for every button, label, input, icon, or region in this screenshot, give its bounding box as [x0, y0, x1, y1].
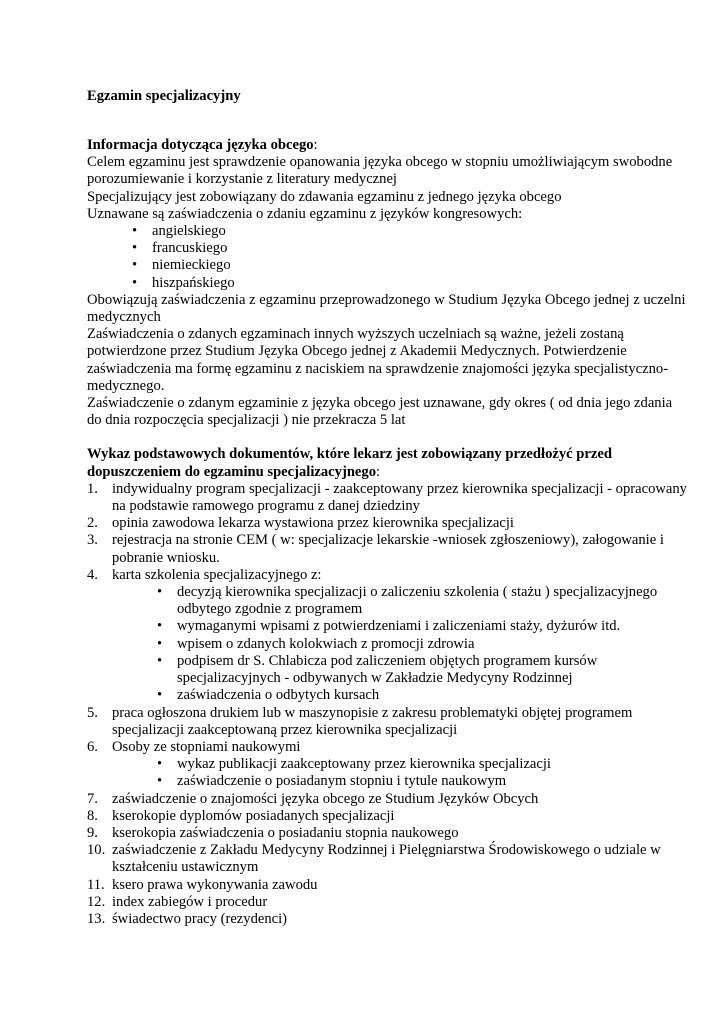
item-text: ksero prawa wykonywania zawodu	[112, 876, 318, 893]
item-number: 1.	[87, 480, 98, 497]
language-paragraph: Celem egzaminu jest sprawdzenie opanowania języka obcego w stopniu umożliwiającym swobodne porozumiewanie i korzystanie z literatury medycznej	[87, 154, 673, 188]
languages-list	[87, 223, 687, 292]
document-body	[87, 137, 687, 928]
item-text: zaświadczenie z Zakładu Medycyny Rodzinnej i Pielęgniarstwa Środowiskowego o udziale w kształceniu ustawicznym	[112, 842, 661, 876]
item-text: praca ogłoszona drukiem lub w maszynopisie z zakresu problematyki objętej programem specjalizacji zaakceptowaną przez kierownika specjalizacji	[112, 704, 633, 738]
item-number: 10.	[87, 842, 106, 859]
document-item	[87, 739, 687, 791]
item-text: karta szkolenia specjalizacyjnego z:	[112, 566, 322, 583]
language-paragraph: Obowiązują zaświadczenia z egzaminu przeprowadzonego w Studium Języka Obcego jednej z uczelni medycznych	[87, 291, 686, 326]
language-item: • angielskiego	[87, 223, 687, 240]
language-paragraph: Specjalizujący jest zobowiązany do zdawania egzaminu z jednego języka obcego	[87, 188, 562, 205]
item-text: rejestracja na stronie CEM ( w: specjalizacje lekarskie -wniosek zgłoszeniowy), załogowanie i pobranie wniosku.	[112, 532, 664, 566]
item-text: świadectwo pracy (rezydenci)	[112, 910, 288, 927]
document-title: Egzamin specjalizacyjny	[87, 88, 241, 104]
item-number: 6.	[87, 738, 98, 755]
item-text: kserokopie dyplomów posiadanych specjalizacji	[112, 807, 395, 824]
item-text: opinia zawodowa lekarza wystawiona przez kierownika specjalizacji	[112, 515, 514, 532]
section-spacer	[87, 429, 687, 446]
language-section-heading	[87, 137, 687, 154]
item-text: Osoby ze stopniami naukowymi	[112, 738, 301, 755]
language-paragraph: Zaświadczenie o zdanym egzaminie z języka obcego jest uznawane, gdy okres ( od dnia jego zdania do dnia rozpoczęcia specjalizacji ) nie przekracza 5 lat	[87, 395, 673, 429]
documents-heading-text: Wykaz podstawowych dokumentów, które lekarz jest zobowiązany przedłożyć przed dopuszczeniem do egzaminu specjalizacyjnego	[87, 446, 612, 480]
sub-item: • zaświadczenie o posiadanym stopniu i tytule naukowym	[112, 773, 687, 790]
documents-section-heading	[87, 446, 687, 480]
document-item	[87, 567, 687, 705]
document-item	[87, 877, 687, 894]
item-text: index zabiegów i procedur	[112, 893, 268, 910]
language-heading-colon: :	[313, 137, 318, 153]
sub-item: • wpisem o zdanych kolokwiach z promocji zdrowia	[112, 636, 687, 653]
document-item	[87, 705, 687, 739]
item-number: 7.	[87, 790, 98, 807]
document-item	[87, 808, 687, 825]
document-item	[87, 532, 687, 566]
document-item	[87, 481, 687, 515]
document-item	[87, 791, 687, 808]
item-number: 12.	[87, 893, 106, 910]
sub-item: • podpisem dr S. Chlabicza pod zaliczeniem objętych programem kursów specjalizacyjnych - odbywanych w Zakładzie Medycyny Rodzinnej	[112, 653, 687, 687]
item4-sublist	[112, 584, 687, 704]
item-number: 4.	[87, 566, 98, 583]
language-paragraph: Zaświadczenia o zdanych egzaminach innych wyższych uczelniach są ważne, jeżeli zostaną potwierdzone przez Studium Języka Obcego jednej z Akademii Medycznych. Potwierdzenie zaświadczenia ma formę egzaminu z naciskiem na sprawdzenie znajomości języka specjalistyczno-medycznego.	[87, 326, 669, 394]
document-item	[87, 911, 687, 928]
document-item	[87, 515, 687, 532]
language-heading-text: Informacja dotycząca języka obcego	[87, 137, 314, 153]
item-number: 3.	[87, 532, 98, 549]
sub-item: • decyzją kierownika specjalizacji o zaliczeniu szkolenia ( stażu ) specjalizacyjnego odbytego zgodnie z programem	[112, 584, 687, 618]
document-item	[87, 842, 687, 876]
document-item	[87, 894, 687, 911]
sub-item: • wymaganymi wpisami z potwierdzeniami i zaliczeniami staży, dyżurów itd.	[112, 618, 687, 635]
item-text: kserokopia zaświadczenia o posiadaniu stopnia naukowego	[112, 824, 459, 841]
language-item: • hiszpańskiego	[87, 275, 687, 292]
item-number: 11.	[87, 876, 105, 893]
item-number: 8.	[87, 807, 98, 824]
item-number: 9.	[87, 824, 98, 841]
item-text: zaświadczenie o znajomości języka obcego ze Studium Języków Obcych	[112, 790, 539, 807]
item-number: 5.	[87, 704, 98, 721]
language-paragraph: Uznawane są zaświadczenia o zdaniu egzaminu z języków kongresowych:	[87, 205, 523, 222]
item-number: 13.	[87, 910, 106, 927]
sub-item: • zaświadczenia o odbytych kursach	[112, 687, 687, 704]
document-item	[87, 825, 687, 842]
language-item: • niemieckiego	[87, 257, 687, 274]
documents-list	[87, 481, 687, 928]
item-number: 2.	[87, 515, 98, 532]
language-item: • francuskiego	[87, 240, 687, 257]
documents-heading-colon: :	[376, 463, 381, 480]
item6-sublist	[112, 756, 687, 790]
item-text: indywidualny program specjalizacji - zaakceptowany przez kierownika specjalizacji - opracowany na podstawie ramowego programu z danej dziedziny	[112, 480, 687, 515]
sub-item: • wykaz publikacji zaakceptowany przez kierownika specjalizacji	[112, 756, 687, 773]
